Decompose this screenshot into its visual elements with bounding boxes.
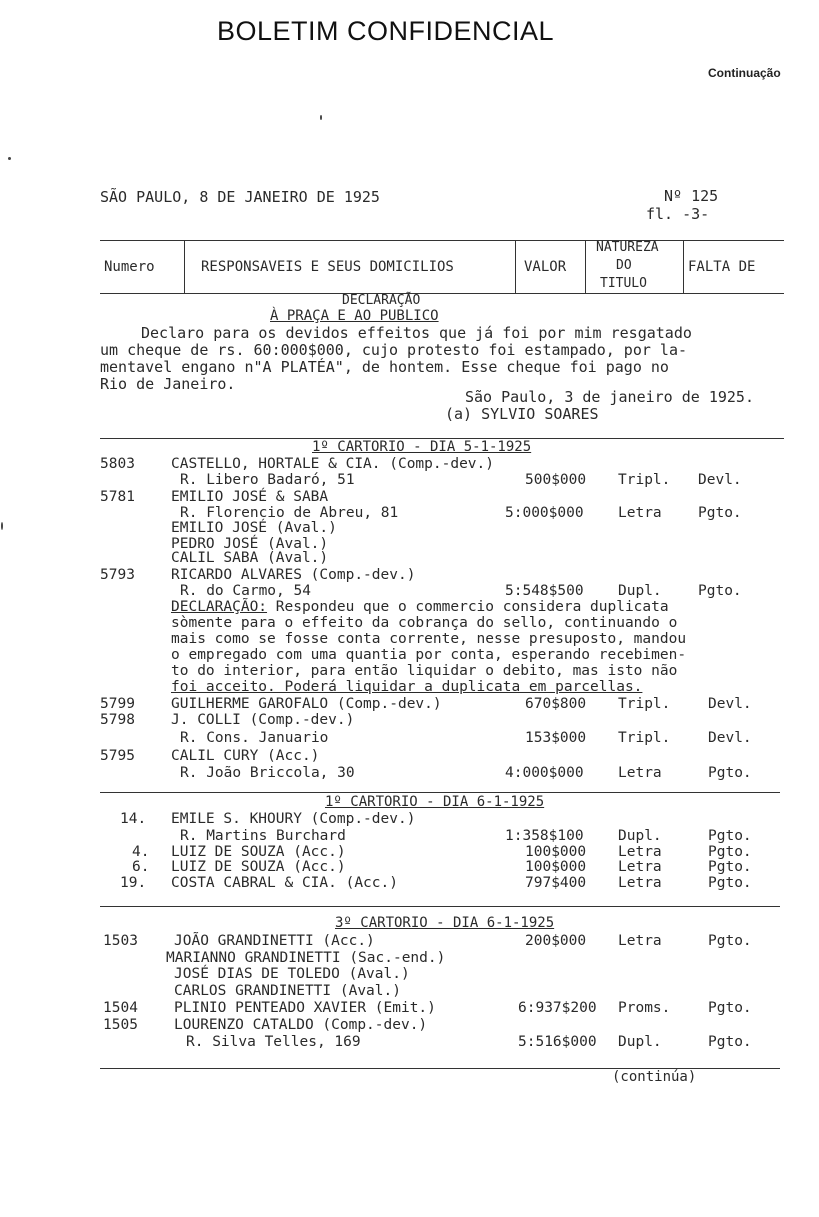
table-row xyxy=(100,748,780,764)
table-row xyxy=(100,933,780,949)
entry-guarantor: CARLOS GRANDINETTI (Aval.) xyxy=(174,983,401,999)
entry-reason: Pgto. xyxy=(708,1034,752,1050)
declaration-subtitle: À PRAÇA E AO PUBLICO xyxy=(270,308,439,324)
table-row xyxy=(100,811,780,827)
table-row xyxy=(100,489,780,505)
column-divider xyxy=(515,240,516,294)
entry-value: 670$800 xyxy=(525,696,587,712)
entry-number: 5799 xyxy=(100,696,135,712)
declaration-text: sòmente para o effeito da cobrança do sello, continuando o xyxy=(171,615,678,631)
table-bottom-rule xyxy=(100,293,784,294)
declaration-text: o empregado com uma quantia por conta, esperando recebimen- xyxy=(171,647,687,663)
entry-title-type: Letra xyxy=(618,505,662,521)
entry-value: 200$000 xyxy=(525,933,587,949)
scan-speck xyxy=(1,522,3,530)
col-header-valor: VALOR xyxy=(524,259,567,275)
table-row xyxy=(100,696,780,712)
section-header: 1º CARTORIO - DIA 5-1-1925 xyxy=(312,439,532,455)
declaration-line: mentavel engano n"A PLATÉA", de hontem. Esse cheque foi pago no xyxy=(100,358,669,376)
document-title: BOLETIM CONFIDENCIAL xyxy=(217,16,555,46)
entry-reason: Pgto. xyxy=(708,1000,752,1016)
section-header: 3º CARTORIO - DIA 6-1-1925 xyxy=(335,915,555,931)
declaration-text: mais como se fosse conta corrente, nesse presuposto, mandou xyxy=(171,631,687,647)
entry-value: 5:000$000 xyxy=(505,505,584,521)
section-rule xyxy=(100,906,780,907)
table-row xyxy=(100,983,780,999)
entry-guarantor: EMILIO JOSÉ (Aval.) xyxy=(171,520,337,536)
entry-number: 14. xyxy=(120,811,147,827)
continuation-label: Continuação xyxy=(708,66,781,80)
entry-reason: Devl. xyxy=(708,696,752,712)
entry-name: J. COLLI (Comp.-dev.) xyxy=(171,712,355,728)
entry-declaration xyxy=(100,679,780,695)
column-divider xyxy=(585,240,586,294)
table-row xyxy=(100,844,780,860)
declaration-signature: (a) SYLVIO SOARES xyxy=(445,405,599,423)
entry-number: 1505 xyxy=(103,1017,138,1033)
entry-guarantor: CALIL SABA (Aval.) xyxy=(171,550,329,566)
entry-name: EMILIO JOSÉ & SABA xyxy=(171,489,329,505)
entry-address: R. Martins Burchard xyxy=(180,828,346,844)
entry-endorser: MARIANNO GRANDINETTI (Sac.-end.) xyxy=(166,950,446,966)
entry-value: 5:516$000 xyxy=(518,1034,597,1050)
table-row xyxy=(100,1000,780,1016)
entry-name: LUIZ DE SOUZA (Acc.) xyxy=(171,859,346,875)
entry-address: R. Florencio de Abreu, 81 xyxy=(180,505,399,521)
entry-reason: Devl. xyxy=(698,472,742,488)
declaration-line: um cheque de rs. 60:000$000, cujo protesto foi estampado, por la- xyxy=(100,341,687,359)
entry-number: 19. xyxy=(120,875,147,891)
col-header-natureza-3: TITULO xyxy=(600,276,647,291)
table-row xyxy=(100,567,780,583)
declaration-label: DECLARAÇÃO: xyxy=(171,599,268,615)
entry-address: R. Libero Badaró, 51 xyxy=(180,472,355,488)
entry-address: R. Cons. Januario xyxy=(180,730,329,746)
table-row xyxy=(100,828,780,844)
entry-value: 6:937$200 xyxy=(518,1000,597,1016)
entry-reason: Pgto. xyxy=(708,859,752,875)
entry-address: R. do Carmo, 54 xyxy=(180,583,311,599)
entry-reason: Pgto. xyxy=(708,844,752,860)
declaration-line: Declaro para os devidos effeitos que já foi por mim resgatado xyxy=(141,324,692,342)
entry-declaration xyxy=(100,647,780,663)
table-row xyxy=(100,583,780,599)
declaration-line: Rio de Janeiro. xyxy=(100,375,236,393)
entry-number: 1504 xyxy=(103,1000,138,1016)
entry-value: 500$000 xyxy=(525,472,587,488)
table-row xyxy=(100,859,780,875)
table-row xyxy=(100,950,780,966)
entry-number: 4. xyxy=(132,844,150,860)
table-row xyxy=(100,730,780,746)
entry-address: R. Silva Telles, 169 xyxy=(186,1034,361,1050)
entry-value: 5:548$500 xyxy=(505,583,584,599)
entry-title-type: Dupl. xyxy=(618,583,662,599)
entry-title-type: Letra xyxy=(618,933,662,949)
entry-title-type: Tripl. xyxy=(618,730,671,746)
entry-value: 4:000$000 xyxy=(505,765,584,781)
bulletin-number: Nº 125 xyxy=(664,187,719,205)
entry-reason: Devl. xyxy=(708,730,752,746)
entry-reason: Pgto. xyxy=(708,828,752,844)
entry-declaration xyxy=(100,663,780,679)
entry-name: LUIZ DE SOUZA (Acc.) xyxy=(171,844,346,860)
table-row xyxy=(100,472,780,488)
entry-title-type: Dupl. xyxy=(618,828,662,844)
entry-reason: Pgto. xyxy=(708,875,752,891)
place-date: SÃO PAULO, 8 DE JANEIRO DE 1925 xyxy=(100,188,380,206)
table-top-rule xyxy=(100,240,784,241)
entry-guarantor: JOSÉ DIAS DE TOLEDO (Aval.) xyxy=(174,966,410,982)
entry-number: 5795 xyxy=(100,748,135,764)
table-row xyxy=(100,1017,780,1033)
entry-name: JOÃO GRANDINETTI (Acc.) xyxy=(174,933,375,949)
entry-declaration xyxy=(100,615,780,631)
col-header-responsaveis: RESPONSAVEIS E SEUS DOMICILIOS xyxy=(201,259,454,275)
declaration-text: to do interior, para então liquidar o debito, mas isto não xyxy=(171,663,678,679)
table-row xyxy=(100,712,780,728)
entry-number: 1503 xyxy=(103,933,138,949)
section-header: 1º CARTORIO - DIA 6-1-1925 xyxy=(325,794,545,810)
table-row xyxy=(100,1034,780,1050)
entry-title-type: Letra xyxy=(618,875,662,891)
entry-number: 5798 xyxy=(100,712,135,728)
sheet-number: fl. -3- xyxy=(646,205,710,223)
entry-title-type: Proms. xyxy=(618,1000,671,1016)
table-row xyxy=(100,765,780,781)
entry-number: 5803 xyxy=(100,456,135,472)
entry-value: 100$000 xyxy=(525,844,587,860)
entry-title-type: Tripl. xyxy=(618,472,671,488)
entry-value: 1:358$100 xyxy=(505,828,584,844)
entry-title-type: Dupl. xyxy=(618,1034,662,1050)
entry-title-type: Letra xyxy=(618,859,662,875)
entry-value: 153$000 xyxy=(525,730,587,746)
entry-value: 100$000 xyxy=(525,859,587,875)
table-row xyxy=(100,520,780,536)
entry-value: 797$400 xyxy=(525,875,587,891)
entry-number: 6. xyxy=(132,859,150,875)
entry-address: R. João Briccola, 30 xyxy=(180,765,355,781)
table-row xyxy=(100,456,780,472)
col-header-falta: FALTA DE xyxy=(688,259,756,275)
column-divider xyxy=(184,240,185,294)
entry-number: 5781 xyxy=(100,489,135,505)
entry-reason: Pgto. xyxy=(698,505,742,521)
table-row xyxy=(100,875,780,891)
entry-name: COSTA CABRAL & CIA. (Acc.) xyxy=(171,875,398,891)
scan-speck xyxy=(320,115,322,120)
entry-name: PLINIO PENTEADO XAVIER (Emit.) xyxy=(174,1000,436,1016)
entry-name: GUILHERME GAROFALO (Comp.-dev.) xyxy=(171,696,442,712)
declaration-title: DECLARAÇÃO xyxy=(342,293,421,308)
table-row xyxy=(100,505,780,521)
entry-reason: Pgto. xyxy=(708,933,752,949)
scan-speck xyxy=(8,157,11,160)
col-header-natureza-1: NATUREZA xyxy=(596,240,659,255)
declaration-text: Respondeu que o commercio considera duplicata xyxy=(267,599,669,615)
col-header-natureza-2: DO xyxy=(616,258,632,273)
entry-name: CALIL CURY (Acc.) xyxy=(171,748,320,764)
table-row xyxy=(100,966,780,982)
entry-name: RICARDO ALVARES (Comp.-dev.) xyxy=(171,567,416,583)
entry-reason: Pgto. xyxy=(708,765,752,781)
entry-declaration xyxy=(100,631,780,647)
entry-number: 5793 xyxy=(100,567,135,583)
table-row xyxy=(100,550,780,566)
entry-name: EMILE S. KHOURY (Comp.-dev.) xyxy=(171,811,416,827)
continues-label: (continúa) xyxy=(612,1069,697,1085)
declaration-text: foi acceito. Poderá liquidar a duplicata em parcellas. xyxy=(171,679,643,695)
entry-title-type: Tripl. xyxy=(618,696,671,712)
entry-name: CASTELLO, HORTALE & CIA. (Comp.-dev.) xyxy=(171,456,495,472)
entry-title-type: Letra xyxy=(618,765,662,781)
entry-guarantor: PEDRO JOSÉ (Aval.) xyxy=(171,536,329,552)
section-rule xyxy=(100,792,780,793)
declaration-place-date: São Paulo, 3 de janeiro de 1925. xyxy=(465,388,754,406)
entry-title-type: Letra xyxy=(618,844,662,860)
entry-declaration xyxy=(100,599,780,615)
entry-name: LOURENZO CATALDO (Comp.-dev.) xyxy=(174,1017,428,1033)
column-divider xyxy=(683,240,684,294)
entry-reason: Pgto. xyxy=(698,583,742,599)
col-header-numero: Numero xyxy=(104,259,155,275)
